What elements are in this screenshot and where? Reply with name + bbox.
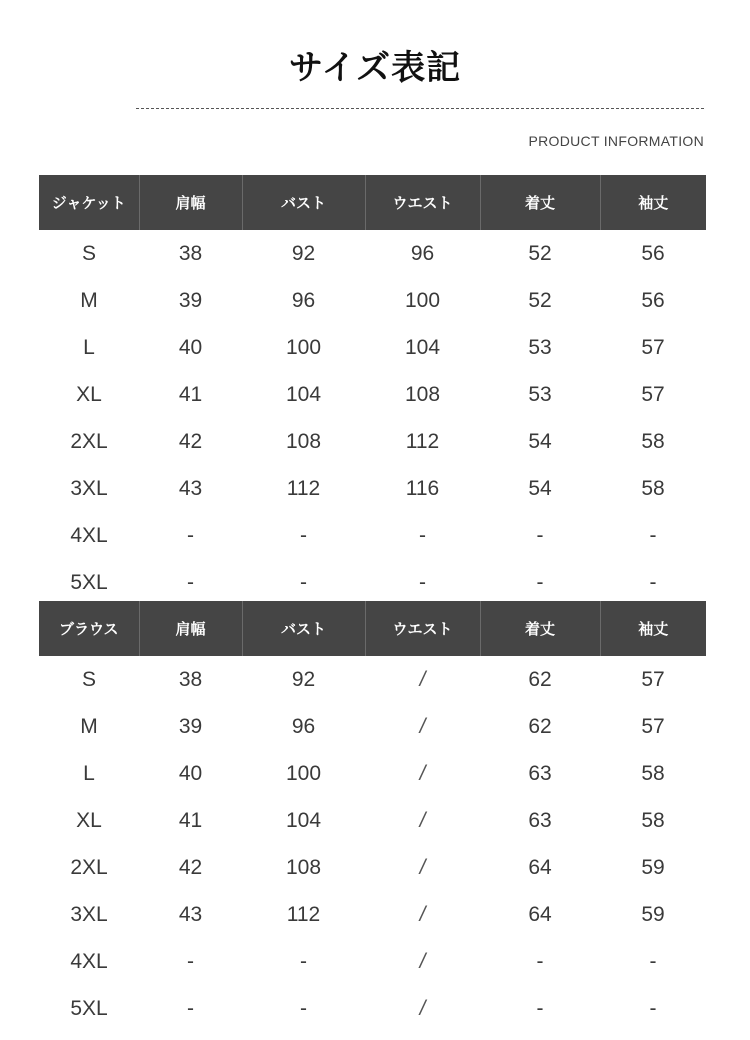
measurement-cell: 116 bbox=[405, 476, 440, 500]
column-header: 着丈 bbox=[480, 601, 600, 656]
measurement-cell: - bbox=[649, 996, 657, 1020]
measurement-cell: 42 bbox=[178, 429, 203, 453]
size-label-cell: 2XL bbox=[70, 855, 108, 879]
size-label-cell: 3XL bbox=[70, 476, 108, 500]
size-label-cell: S bbox=[81, 241, 96, 265]
measurement-cell: / bbox=[419, 855, 426, 879]
measurement-cell: - bbox=[536, 570, 544, 594]
size-label-cell: 4XL bbox=[70, 949, 108, 973]
table-row bbox=[39, 938, 706, 985]
measurement-cell: 41 bbox=[178, 808, 203, 832]
table-row bbox=[39, 465, 706, 512]
measurement-cell: 64 bbox=[528, 855, 552, 879]
table-body bbox=[39, 656, 706, 1032]
measurement-cell: 57 bbox=[641, 382, 665, 406]
column-header: バスト bbox=[242, 175, 365, 230]
column-header: 肩幅 bbox=[139, 175, 242, 230]
measurement-cell: 38 bbox=[178, 241, 203, 265]
header-row bbox=[39, 601, 706, 656]
table-row bbox=[39, 656, 706, 703]
table-row bbox=[39, 750, 706, 797]
measurement-cell: 63 bbox=[528, 808, 552, 832]
measurement-cell: / bbox=[419, 902, 426, 926]
column-header: 袖丈 bbox=[600, 175, 706, 230]
measurement-cell: 62 bbox=[528, 667, 552, 691]
measurement-cell: 108 bbox=[285, 855, 322, 879]
table-header bbox=[39, 601, 706, 656]
table-row bbox=[39, 703, 706, 750]
table-row bbox=[39, 844, 706, 891]
measurement-cell: 59 bbox=[641, 855, 665, 879]
measurement-cell: 92 bbox=[291, 241, 316, 265]
size-label-cell: M bbox=[80, 714, 98, 738]
measurement-cell: 100 bbox=[404, 288, 441, 312]
measurement-cell: 52 bbox=[528, 288, 552, 312]
measurement-cell: - bbox=[419, 523, 426, 547]
measurement-cell: - bbox=[536, 523, 544, 547]
size-label-cell: L bbox=[83, 761, 95, 785]
size-label-cell: 3XL bbox=[70, 902, 108, 926]
header-row bbox=[39, 175, 706, 230]
measurement-cell: 54 bbox=[528, 429, 552, 453]
size-label-cell: 5XL bbox=[70, 996, 108, 1020]
measurement-cell: 104 bbox=[285, 382, 322, 406]
size-label-cell: 4XL bbox=[70, 523, 108, 547]
table-body bbox=[39, 230, 706, 606]
measurement-cell: 38 bbox=[178, 667, 203, 691]
measurement-cell: 57 bbox=[641, 335, 665, 359]
blouse-size-table bbox=[39, 601, 706, 1032]
table-row bbox=[39, 277, 706, 324]
measurement-cell: - bbox=[649, 523, 657, 547]
measurement-cell: 53 bbox=[528, 382, 552, 406]
size-label-cell: L bbox=[83, 335, 95, 359]
measurement-cell: 58 bbox=[641, 761, 665, 785]
size-label-cell: XL bbox=[76, 382, 102, 406]
measurement-cell: 40 bbox=[178, 761, 203, 785]
column-header: ウエスト bbox=[365, 175, 480, 230]
column-header: ジャケット bbox=[39, 175, 139, 230]
measurement-cell: 108 bbox=[404, 382, 441, 406]
measurement-cell: 42 bbox=[178, 855, 203, 879]
column-header: 肩幅 bbox=[139, 601, 242, 656]
size-label-cell: 2XL bbox=[70, 429, 108, 453]
measurement-cell: / bbox=[419, 761, 426, 785]
measurement-cell: - bbox=[536, 949, 544, 973]
measurement-cell: - bbox=[649, 570, 657, 594]
measurement-cell: - bbox=[300, 523, 307, 547]
measurement-cell: / bbox=[419, 996, 426, 1020]
measurement-cell: / bbox=[419, 949, 426, 973]
measurement-cell: 57 bbox=[641, 714, 665, 738]
measurement-cell: 104 bbox=[285, 808, 322, 832]
table-row bbox=[39, 559, 706, 606]
table-row bbox=[39, 230, 706, 277]
measurement-cell: 52 bbox=[528, 241, 552, 265]
measurement-cell: - bbox=[649, 949, 657, 973]
dashed-divider bbox=[136, 108, 704, 109]
measurement-cell: 96 bbox=[410, 241, 435, 265]
size-label-cell: XL bbox=[76, 808, 102, 832]
table-row bbox=[39, 512, 706, 559]
measurement-cell: 39 bbox=[178, 714, 203, 738]
table-row bbox=[39, 418, 706, 465]
size-label-cell: S bbox=[81, 667, 96, 691]
measurement-cell: 104 bbox=[404, 335, 441, 359]
measurement-cell: 56 bbox=[641, 288, 665, 312]
measurement-cell: 57 bbox=[641, 667, 665, 691]
measurement-cell: 112 bbox=[286, 902, 321, 926]
table-row bbox=[39, 985, 706, 1032]
column-header: 着丈 bbox=[480, 175, 600, 230]
measurement-cell: 58 bbox=[641, 429, 665, 453]
measurement-cell: 58 bbox=[641, 476, 665, 500]
measurement-cell: - bbox=[536, 996, 544, 1020]
measurement-cell: - bbox=[300, 996, 307, 1020]
measurement-cell: 92 bbox=[291, 667, 316, 691]
column-header: 袖丈 bbox=[600, 601, 706, 656]
measurement-cell: - bbox=[187, 996, 194, 1020]
measurement-cell: 39 bbox=[178, 288, 203, 312]
size-label-cell: 5XL bbox=[70, 570, 108, 594]
measurement-cell: 43 bbox=[178, 476, 203, 500]
measurement-cell: 112 bbox=[286, 476, 321, 500]
measurement-cell: 59 bbox=[641, 902, 665, 926]
measurement-cell: 43 bbox=[178, 902, 203, 926]
size-label-cell: M bbox=[80, 288, 98, 312]
table-row bbox=[39, 891, 706, 938]
measurement-cell: - bbox=[187, 949, 194, 973]
measurement-cell: - bbox=[300, 949, 307, 973]
measurement-cell: - bbox=[419, 570, 426, 594]
measurement-cell: 112 bbox=[405, 429, 440, 453]
measurement-cell: 53 bbox=[528, 335, 552, 359]
jacket-size-table bbox=[39, 175, 706, 606]
measurement-cell: - bbox=[300, 570, 307, 594]
measurement-cell: 96 bbox=[291, 714, 316, 738]
measurement-cell: 63 bbox=[528, 761, 552, 785]
measurement-cell: 40 bbox=[178, 335, 203, 359]
measurement-cell: / bbox=[419, 714, 426, 738]
table-row bbox=[39, 797, 706, 844]
column-header: ブラウス bbox=[39, 601, 139, 656]
measurement-cell: / bbox=[419, 667, 426, 691]
measurement-cell: 100 bbox=[285, 761, 322, 785]
measurement-cell: 108 bbox=[285, 429, 322, 453]
product-information-label: PRODUCT INFORMATION bbox=[528, 133, 704, 149]
measurement-cell: 58 bbox=[641, 808, 665, 832]
measurement-cell: 62 bbox=[528, 714, 552, 738]
measurement-cell: 64 bbox=[528, 902, 552, 926]
measurement-cell: / bbox=[419, 808, 426, 832]
measurement-cell: - bbox=[187, 523, 194, 547]
column-header: ウエスト bbox=[365, 601, 480, 656]
measurement-cell: 41 bbox=[178, 382, 203, 406]
measurement-cell: 100 bbox=[285, 335, 322, 359]
measurement-cell: 96 bbox=[291, 288, 316, 312]
table-row bbox=[39, 324, 706, 371]
page-title: サイズ表記 bbox=[288, 48, 462, 88]
table-row bbox=[39, 371, 706, 418]
table-header bbox=[39, 175, 706, 230]
measurement-cell: 56 bbox=[641, 241, 665, 265]
column-header: バスト bbox=[242, 601, 365, 656]
measurement-cell: 54 bbox=[528, 476, 552, 500]
measurement-cell: - bbox=[187, 570, 194, 594]
